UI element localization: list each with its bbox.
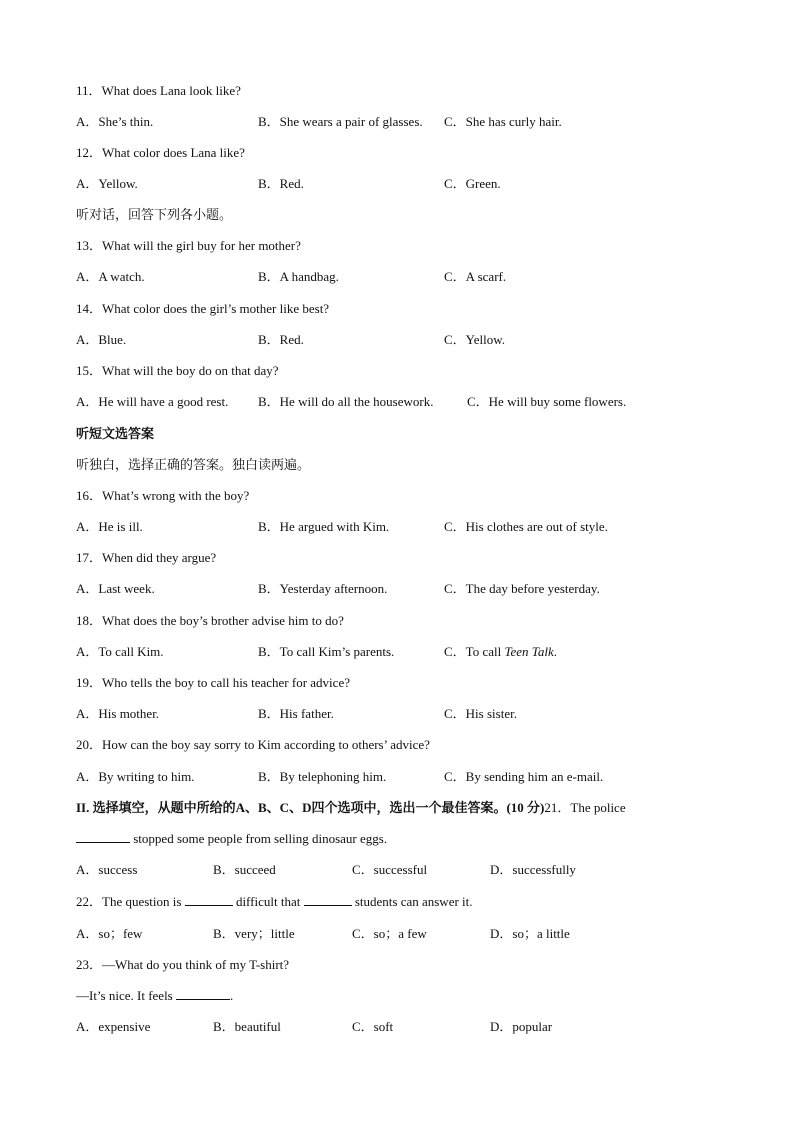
q23-reply-part1: —It’s nice. It feels [76,988,173,1003]
q22-option-b: B．very；little [213,926,295,941]
q19-option-c: C．His sister. [444,706,517,721]
q15-option-b: B．He will do all the housework. [258,394,434,409]
q15-option-a: A．He will have a good rest. [76,394,229,409]
q17-option-c: C．The day before yesterday. [444,581,600,596]
q18-option-c-suffix: . [553,644,557,659]
q16-option-b: B．He argued with Kim. [258,519,390,534]
q13-option-c: C．A scarf. [444,269,507,284]
q18-option-c-title: Teen Talk [504,644,554,659]
q14-option-a: A．Blue. [76,332,127,347]
q22-stem-part2: difficult that [235,894,301,909]
q14-option-b: B．Red. [258,332,304,347]
q21-option-d: D．successfully [490,862,576,877]
question-21-stem-start: 21．The police [544,800,626,815]
q22-option-c: C．so；a few [352,926,427,941]
q18-option-c-prefix: C．To call [444,644,505,659]
q23-option-d: D．popular [490,1019,553,1034]
q14-option-c: C．Yellow. [444,332,506,347]
answer-blank [185,893,233,906]
q17-option-a: A．Last week. [76,581,155,596]
q21-option-c: C．successful [352,862,428,877]
q15-option-c: C．He will buy some flowers. [467,394,627,409]
q11-option-b: B．She wears a pair of glasses. [258,114,423,129]
question-15-stem: 15．What will the boy do on that day? [76,363,279,378]
q17-option-b: B．Yesterday afternoon. [258,581,388,596]
q11-option-c: C．She has curly hair. [444,114,562,129]
question-16-stem: 16．What’s wrong with the boy? [76,488,250,503]
q23-option-b: B．beautiful [213,1019,281,1034]
q22-stem-part1: 22．The question is [76,894,182,909]
q18-option-a: A．To call Kim. [76,644,164,659]
q12-option-c: C．Green. [444,176,501,191]
q22-stem-part3: students can answer it. [354,894,473,909]
q22-option-d: D．so；a little [490,926,570,941]
q21-option-a: A．success [76,862,138,877]
q18-option-c [444,643,557,661]
q13-option-b: B．A handbag. [258,269,339,284]
q11-option-a: A．She’s thin. [76,114,154,129]
question-11-stem: 11．What does Lana look like? [76,83,241,98]
q20-option-b: B．By telephoning him. [258,769,387,784]
q23-option-a: A．expensive [76,1019,151,1034]
question-12-stem: 12．What color does Lana like? [76,145,245,160]
section-2-title: II. 选择填空，从题中所给的A、B、C、D四个选项中，选出一个最佳答案。(10 分) [76,800,545,815]
answer-blank [76,830,130,843]
question-21-stem-end: stopped some people from selling dinosaur eggs. [133,831,388,846]
monologue-instruction: 听独白，选择正确的答案。独白读两遍。 [76,457,311,472]
q19-option-b: B．His father. [258,706,334,721]
q20-option-a: A．By writing to him. [76,769,195,784]
question-23-reply [76,987,233,1005]
q12-option-a: A．Yellow. [76,176,138,191]
q23-reply-part2: . [230,988,234,1003]
question-20-stem: 20．How can the boy say sorry to Kim according to others’ advice? [76,737,430,752]
q16-option-c: C．His clothes are out of style. [444,519,608,534]
q23-option-c: C．soft [352,1019,394,1034]
q21-option-b: B．succeed [213,862,276,877]
question-13-stem: 13．What will the girl buy for her mother? [76,238,301,253]
question-17-stem: 17．When did they argue? [76,550,217,565]
section-2-line [76,799,626,817]
q19-option-a: A．His mother. [76,706,160,721]
q20-option-c: C．By sending him an e-mail. [444,769,604,784]
question-18-stem: 18．What does the boy’s brother advise him to do? [76,613,344,628]
section-heading-short-passage: 听短文选答案 [76,426,155,441]
q16-option-a: A．He is ill. [76,519,143,534]
question-22-stem [76,893,473,911]
dialog-instruction: 听对话，回答下列各小题。 [76,207,233,222]
answer-blank [176,987,230,1000]
question-21-stem-cont [76,830,387,848]
q22-option-a: A．so；few [76,926,143,941]
question-19-stem: 19．Who tells the boy to call his teacher for advice? [76,675,350,690]
q13-option-a: A．A watch. [76,269,145,284]
question-14-stem: 14．What color does the girl’s mother like best? [76,301,330,316]
answer-blank [304,893,352,906]
q12-option-b: B．Red. [258,176,304,191]
question-23-stem: 23．—What do you think of my T-shirt? [76,957,290,972]
q18-option-b: B．To call Kim’s parents. [258,644,395,659]
